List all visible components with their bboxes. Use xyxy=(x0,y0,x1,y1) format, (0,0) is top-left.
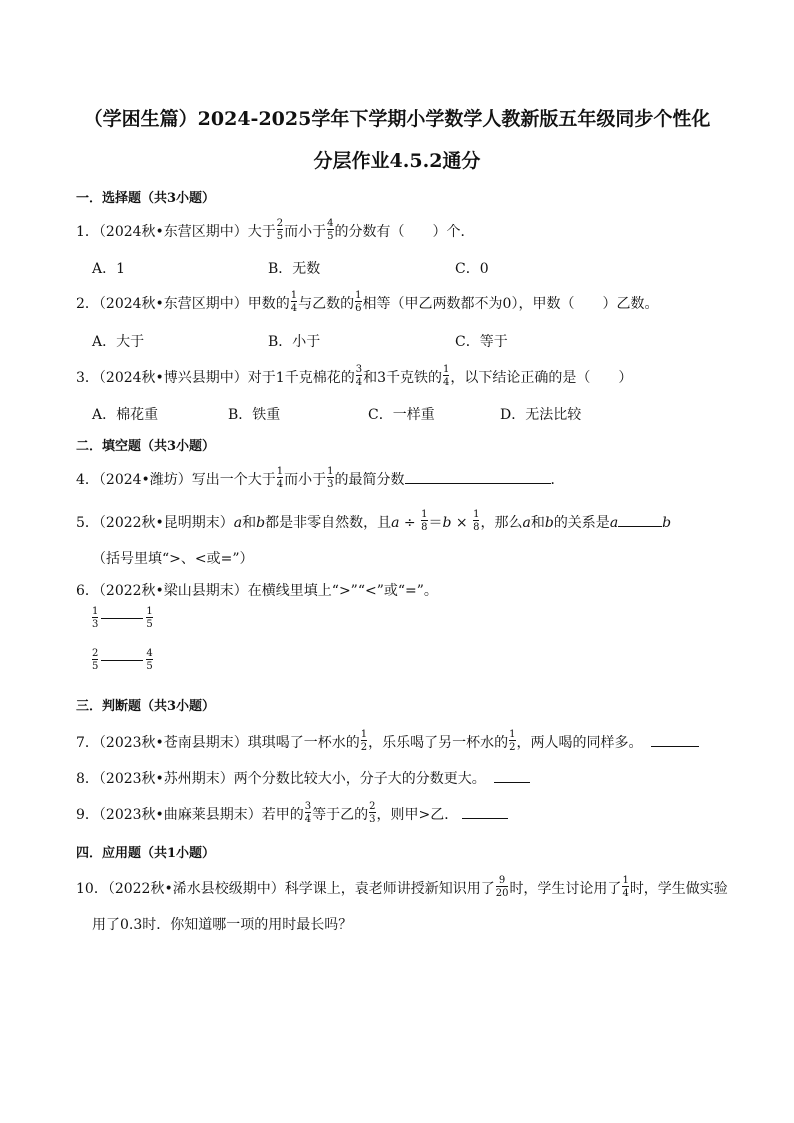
equals-sign: ＝ xyxy=(428,515,443,531)
denominator: 5 xyxy=(92,661,99,672)
fraction xyxy=(496,875,509,899)
question-3 xyxy=(76,366,632,390)
question-7-text-a: 7．（2023秋•苍南县期末）琪琪喝了一杯水的 xyxy=(76,735,360,751)
option-c: C．一样重 xyxy=(368,407,435,423)
fraction xyxy=(356,364,362,388)
numerator: 1 xyxy=(290,290,298,301)
question-2-text-a: 2．（2024秋•东营区期中）甲数的 xyxy=(76,296,290,312)
option-b: B．铁重 xyxy=(228,407,281,423)
question-5-text-i: 的关系是 xyxy=(553,515,610,531)
question-5-line-2: （括号里填“>、<或=”） xyxy=(92,551,254,567)
numerator: 4 xyxy=(146,648,153,659)
question-9 xyxy=(76,803,508,827)
numerator: 1 xyxy=(443,364,450,375)
numerator: 2 xyxy=(369,801,376,812)
denominator: 4 xyxy=(276,479,284,490)
question-4-text-c: 的最简分数 xyxy=(334,472,405,488)
denominator: 5 xyxy=(276,231,284,242)
denominator: 8 xyxy=(473,522,480,533)
denominator: 3 xyxy=(327,479,334,490)
question-2 xyxy=(76,292,658,316)
option-b: B．无数 xyxy=(268,261,321,277)
denominator: 20 xyxy=(495,888,509,899)
denominator: 5 xyxy=(327,231,334,242)
variable-b: b xyxy=(544,515,554,531)
answer-blank[interactable] xyxy=(405,471,551,484)
question-7-text-b: ，乐乐喝了另一杯水的 xyxy=(368,735,509,751)
compare-row-2 xyxy=(91,648,154,672)
fraction xyxy=(509,729,515,753)
denominator: 2 xyxy=(360,742,368,753)
option-d: D．无法比较 xyxy=(500,407,582,423)
fraction xyxy=(421,509,427,533)
answer-blank[interactable] xyxy=(462,806,508,819)
denominator: 3 xyxy=(369,814,376,825)
variable-a: a xyxy=(233,515,243,531)
option-b: B．小于 xyxy=(268,334,321,350)
section-heading-application: 四．应用题（共1小题） xyxy=(76,846,216,861)
denominator: 8 xyxy=(421,522,428,533)
option-a: A．棉花重 xyxy=(92,407,159,423)
numerator: 3 xyxy=(355,364,363,375)
fraction xyxy=(92,648,98,672)
question-5 xyxy=(76,511,671,535)
denominator: 6 xyxy=(355,303,362,314)
question-7-text-c: ，两人喝的同样多。 xyxy=(516,735,643,751)
fraction xyxy=(146,606,152,630)
numerator: 1 xyxy=(421,509,428,520)
variable-b: b xyxy=(256,515,266,531)
fraction xyxy=(327,466,333,490)
fraction xyxy=(327,218,333,242)
compare-row-1 xyxy=(91,606,154,630)
question-9-text-c: ，则甲>乙． xyxy=(376,807,459,823)
question-3-text-c: ，以下结论正确的是（ ） xyxy=(450,370,633,386)
answer-blank[interactable] xyxy=(101,660,143,661)
answer-blank[interactable] xyxy=(618,514,662,527)
fraction xyxy=(473,509,479,533)
answer-blank[interactable] xyxy=(101,618,143,619)
question-5-text-g: ，那么 xyxy=(480,515,523,531)
fraction xyxy=(305,801,311,825)
question-4-text-a: 4．（2024•潍坊）写出一个大于 xyxy=(76,472,276,488)
denominator: 4 xyxy=(290,303,298,314)
numerator: 4 xyxy=(327,218,334,229)
denominator: 5 xyxy=(146,619,153,630)
denominator: 4 xyxy=(304,814,312,825)
numerator: 1 xyxy=(360,729,368,740)
numerator: 1 xyxy=(276,466,284,477)
fraction xyxy=(369,801,375,825)
question-10-text-c: 时，学生做实验 xyxy=(629,881,728,897)
numerator: 3 xyxy=(304,801,312,812)
denominator: 2 xyxy=(509,742,516,753)
variable-b: b xyxy=(662,515,672,531)
question-7 xyxy=(76,731,699,755)
numerator: 1 xyxy=(509,729,516,740)
divide-sign: ÷ xyxy=(399,515,421,531)
numerator: 1 xyxy=(622,875,629,886)
fraction xyxy=(291,290,297,314)
numerator: 1 xyxy=(146,606,153,617)
fraction xyxy=(443,364,449,388)
question-8-text: 8．（2023秋•苏州期末）两个分数比较大小，分子大的分数更大。 xyxy=(76,771,486,787)
denominator: 4 xyxy=(443,377,450,388)
fraction xyxy=(277,218,283,242)
section-heading-fill: 二．填空题（共3小题） xyxy=(76,439,216,454)
variable-a: a xyxy=(609,515,619,531)
question-4-text-d: ． xyxy=(550,472,565,488)
variable-b: b xyxy=(442,515,452,531)
numerator: 2 xyxy=(276,218,284,229)
times-sign: × xyxy=(451,515,473,531)
question-5-text-a: 5．（2022秋•昆明期末） xyxy=(76,515,234,531)
fraction xyxy=(92,606,98,630)
numerator: 9 xyxy=(498,875,506,886)
question-4 xyxy=(76,468,565,492)
section-heading-choice: 一．选择题（共3小题） xyxy=(76,191,216,206)
variable-a: a xyxy=(522,515,531,531)
question-1-text-c: 的分数有（ ）个． xyxy=(334,224,475,240)
numerator: 1 xyxy=(355,290,362,301)
numerator: 1 xyxy=(327,466,334,477)
question-6: 6．（2022秋•梁山县期末）在横线里填上“>”“<”或“=”。 xyxy=(76,583,438,599)
section-heading-judge: 三．判断题（共3小题） xyxy=(76,699,216,714)
denominator: 3 xyxy=(92,619,99,630)
question-2-text-b: 与乙数的 xyxy=(298,296,355,312)
question-10-text-b: 时，学生讨论用了 xyxy=(509,881,622,897)
question-10-line-2: 用了0.3时．你知道哪一项的用时最长吗？ xyxy=(92,917,353,933)
question-1-text-b: 而小于 xyxy=(284,224,327,240)
question-1-text-a: 1．（2024秋•东营区期中）大于 xyxy=(76,224,276,240)
option-c: C．等于 xyxy=(455,334,508,350)
question-10-text-a: 10．（2022秋•浠水县校级期中）科学课上，袁老师讲授新知识用了 xyxy=(76,881,495,897)
fraction xyxy=(355,290,361,314)
question-5-text-b: 和 xyxy=(242,515,257,531)
denominator: 4 xyxy=(355,377,363,388)
question-5-text-h: 和 xyxy=(530,515,545,531)
question-3-text-b: 和3千克铁的 xyxy=(363,370,442,386)
question-3-text-a: 3．（2024秋•博兴县期中）对于1千克棉花的 xyxy=(76,370,355,386)
option-c: C．0 xyxy=(455,261,489,277)
question-5-text-c: 都是非零自然数，且 xyxy=(265,515,392,531)
page-title-line-2: 分层作业4.5.2通分 xyxy=(313,150,481,172)
fraction xyxy=(361,729,367,753)
numerator: 1 xyxy=(92,606,99,617)
question-9-text-b: 等于乙的 xyxy=(312,807,369,823)
fraction xyxy=(622,875,628,899)
question-10 xyxy=(76,877,728,901)
question-4-text-b: 而小于 xyxy=(284,472,327,488)
numerator: 2 xyxy=(92,648,99,659)
question-9-text-a: 9．（2023秋•曲麻莱县期末）若甲的 xyxy=(76,807,304,823)
denominator: 5 xyxy=(146,661,153,672)
page-title-line-1: （学困生篇）2024-2025学年下学期小学数学人教新版五年级同步个性化 xyxy=(83,108,711,130)
numerator: 1 xyxy=(473,509,480,520)
answer-blank[interactable] xyxy=(651,734,699,747)
variable-a: a xyxy=(391,515,400,531)
question-1 xyxy=(76,220,475,244)
fraction xyxy=(277,466,283,490)
question-2-text-c: 相等（甲乙两数都不为0），甲数（ ）乙数。 xyxy=(362,296,659,312)
denominator: 4 xyxy=(622,888,629,899)
fraction xyxy=(146,648,152,672)
option-a: A．大于 xyxy=(92,334,145,350)
answer-blank[interactable] xyxy=(494,770,530,783)
question-8 xyxy=(76,768,530,788)
option-a: A．1 xyxy=(92,261,126,277)
